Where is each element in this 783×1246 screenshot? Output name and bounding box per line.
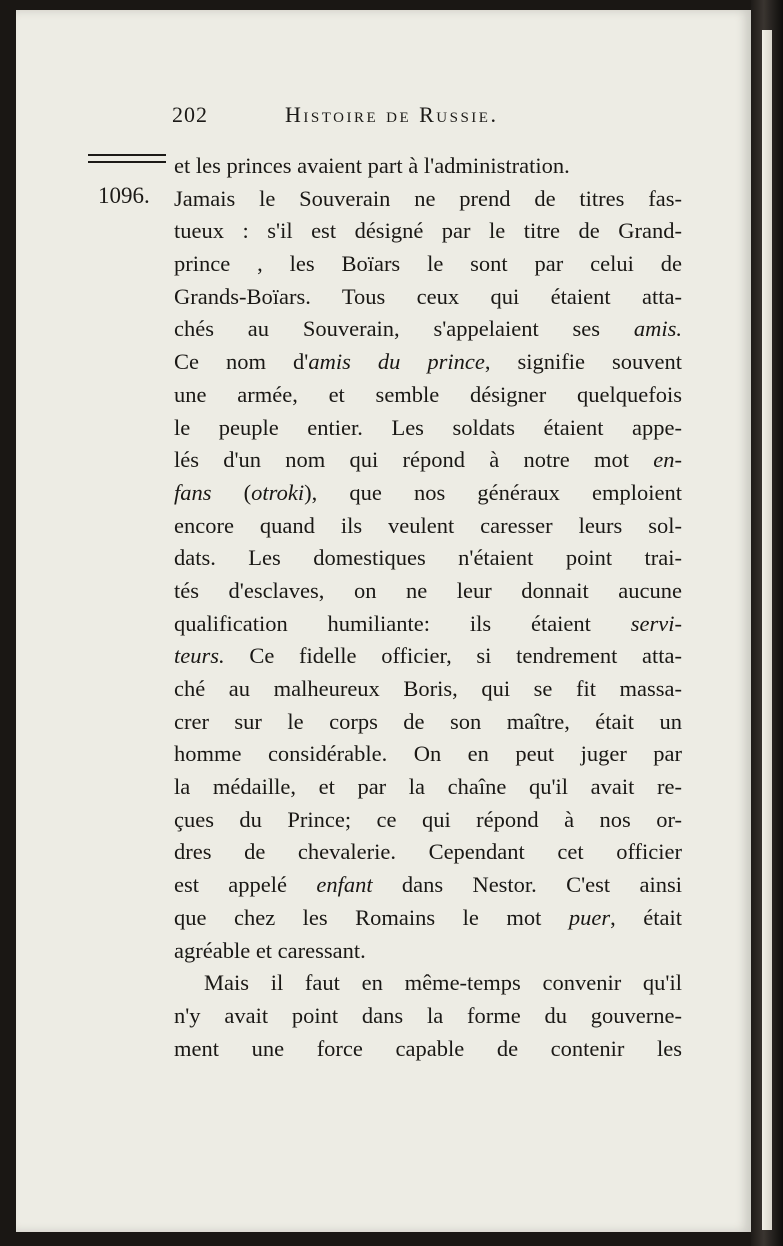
- italic-run: servi-: [630, 610, 682, 636]
- italic-run: otroki: [251, 479, 305, 505]
- text-line: [174, 379, 682, 412]
- text-line: [174, 640, 682, 673]
- text-run: tueux : s'il est désigné par le titre de Grand-: [174, 218, 682, 244]
- text-line: [174, 902, 682, 935]
- text-run: dres de chevalerie. Cependant cet officier: [174, 839, 682, 865]
- text-line: [174, 150, 682, 183]
- text-line: [174, 869, 682, 902]
- italic-run: puer: [568, 904, 611, 930]
- text-line: [174, 575, 682, 608]
- italic-run: teurs.: [174, 643, 225, 669]
- body-text: [174, 150, 682, 1065]
- text-run: la médaille, et par la chaîne qu'il avait re-: [174, 774, 682, 800]
- text-line: [174, 248, 682, 281]
- text-line: [174, 412, 682, 445]
- text-line: [174, 608, 682, 641]
- text-run: ment une force capable de contenir les: [174, 1035, 682, 1061]
- text-line: [174, 771, 682, 804]
- text-run: , signifie souvent: [484, 349, 682, 375]
- text-run: dats. Les domestiques n'étaient point trai-: [174, 545, 682, 571]
- page-number: 202: [172, 102, 208, 127]
- text-line: [174, 836, 682, 869]
- text-line: [174, 477, 682, 510]
- text-line: [174, 542, 682, 575]
- text-line: [174, 738, 682, 771]
- text-line: [174, 673, 682, 706]
- text-line: [174, 346, 682, 379]
- text-line: [174, 706, 682, 739]
- italic-run: en-: [653, 447, 682, 473]
- text-run: agréable et caressant.: [174, 937, 366, 963]
- text-line: [174, 313, 682, 346]
- text-run: Ce nom d': [174, 349, 309, 375]
- page-header: [172, 102, 682, 132]
- text-run: une armée, et semble désigner quelquefois: [174, 381, 682, 407]
- text-run: le peuple entier. Les soldats étaient appe-: [174, 414, 682, 440]
- italic-run: amis.: [633, 316, 682, 342]
- text-run: (: [211, 479, 252, 505]
- text-line: [174, 444, 682, 477]
- text-run: çues du Prince; ce qui répond à nos or-: [174, 806, 682, 832]
- text-line: [174, 281, 682, 314]
- text-run: , était: [610, 904, 683, 930]
- italic-run: amis du prince: [308, 349, 485, 375]
- text-run: Mais il faut en même-temps convenir qu'il: [204, 970, 682, 996]
- text-line: [174, 183, 682, 216]
- text-line: [174, 967, 682, 1000]
- next-page-edge: [762, 30, 772, 1230]
- text-run: ), que nos généraux emploient: [304, 479, 682, 505]
- text-line: [174, 215, 682, 248]
- text-run: Ce fidelle officier, si tendrement atta-: [224, 643, 682, 669]
- text-run: chés au Souverain, s'appelaient ses: [174, 316, 634, 342]
- text-run: prince , les Boïars le sont par celui de: [174, 251, 682, 277]
- text-line: [174, 935, 682, 968]
- text-run: et les princes avaient part à l'administration.: [174, 153, 570, 178]
- text-line: [174, 804, 682, 837]
- text-run: tés d'esclaves, on ne leur donnait aucune: [174, 577, 682, 603]
- running-title: Histoire de Russie.: [285, 102, 499, 127]
- italic-run: fans: [174, 479, 212, 505]
- text-run: encore quand ils veulent caresser leurs sol-: [174, 512, 682, 538]
- text-run: que chez les Romains le mot: [174, 904, 569, 930]
- text-line: [174, 1033, 682, 1066]
- text-run: lés d'un nom qui répond à notre mot: [174, 447, 654, 473]
- text-run: ché au malheureux Boris, qui se fit massa-: [174, 676, 682, 701]
- text-run: crer sur le corps de son maître, était un: [174, 708, 682, 734]
- text-run: homme considérable. On en peut juger par: [174, 741, 682, 767]
- text-line: [174, 510, 682, 543]
- text-run: Grands-Boïars. Tous ceux qui étaient atta-: [174, 283, 682, 309]
- text-run: est appelé: [174, 872, 317, 898]
- section-rule: [88, 154, 166, 163]
- italic-run: enfant: [316, 872, 373, 898]
- text-run: n'y avait point dans la forme du gouverne-: [174, 1002, 682, 1028]
- text-run: dans Nestor. C'est ainsi: [372, 872, 682, 898]
- text-line: [174, 1000, 682, 1033]
- text-run: Jamais le Souverain ne prend de titres fas-: [174, 185, 682, 211]
- text-run: qualification humiliante: ils étaient: [174, 610, 631, 636]
- margin-year: 1096.: [98, 183, 150, 208]
